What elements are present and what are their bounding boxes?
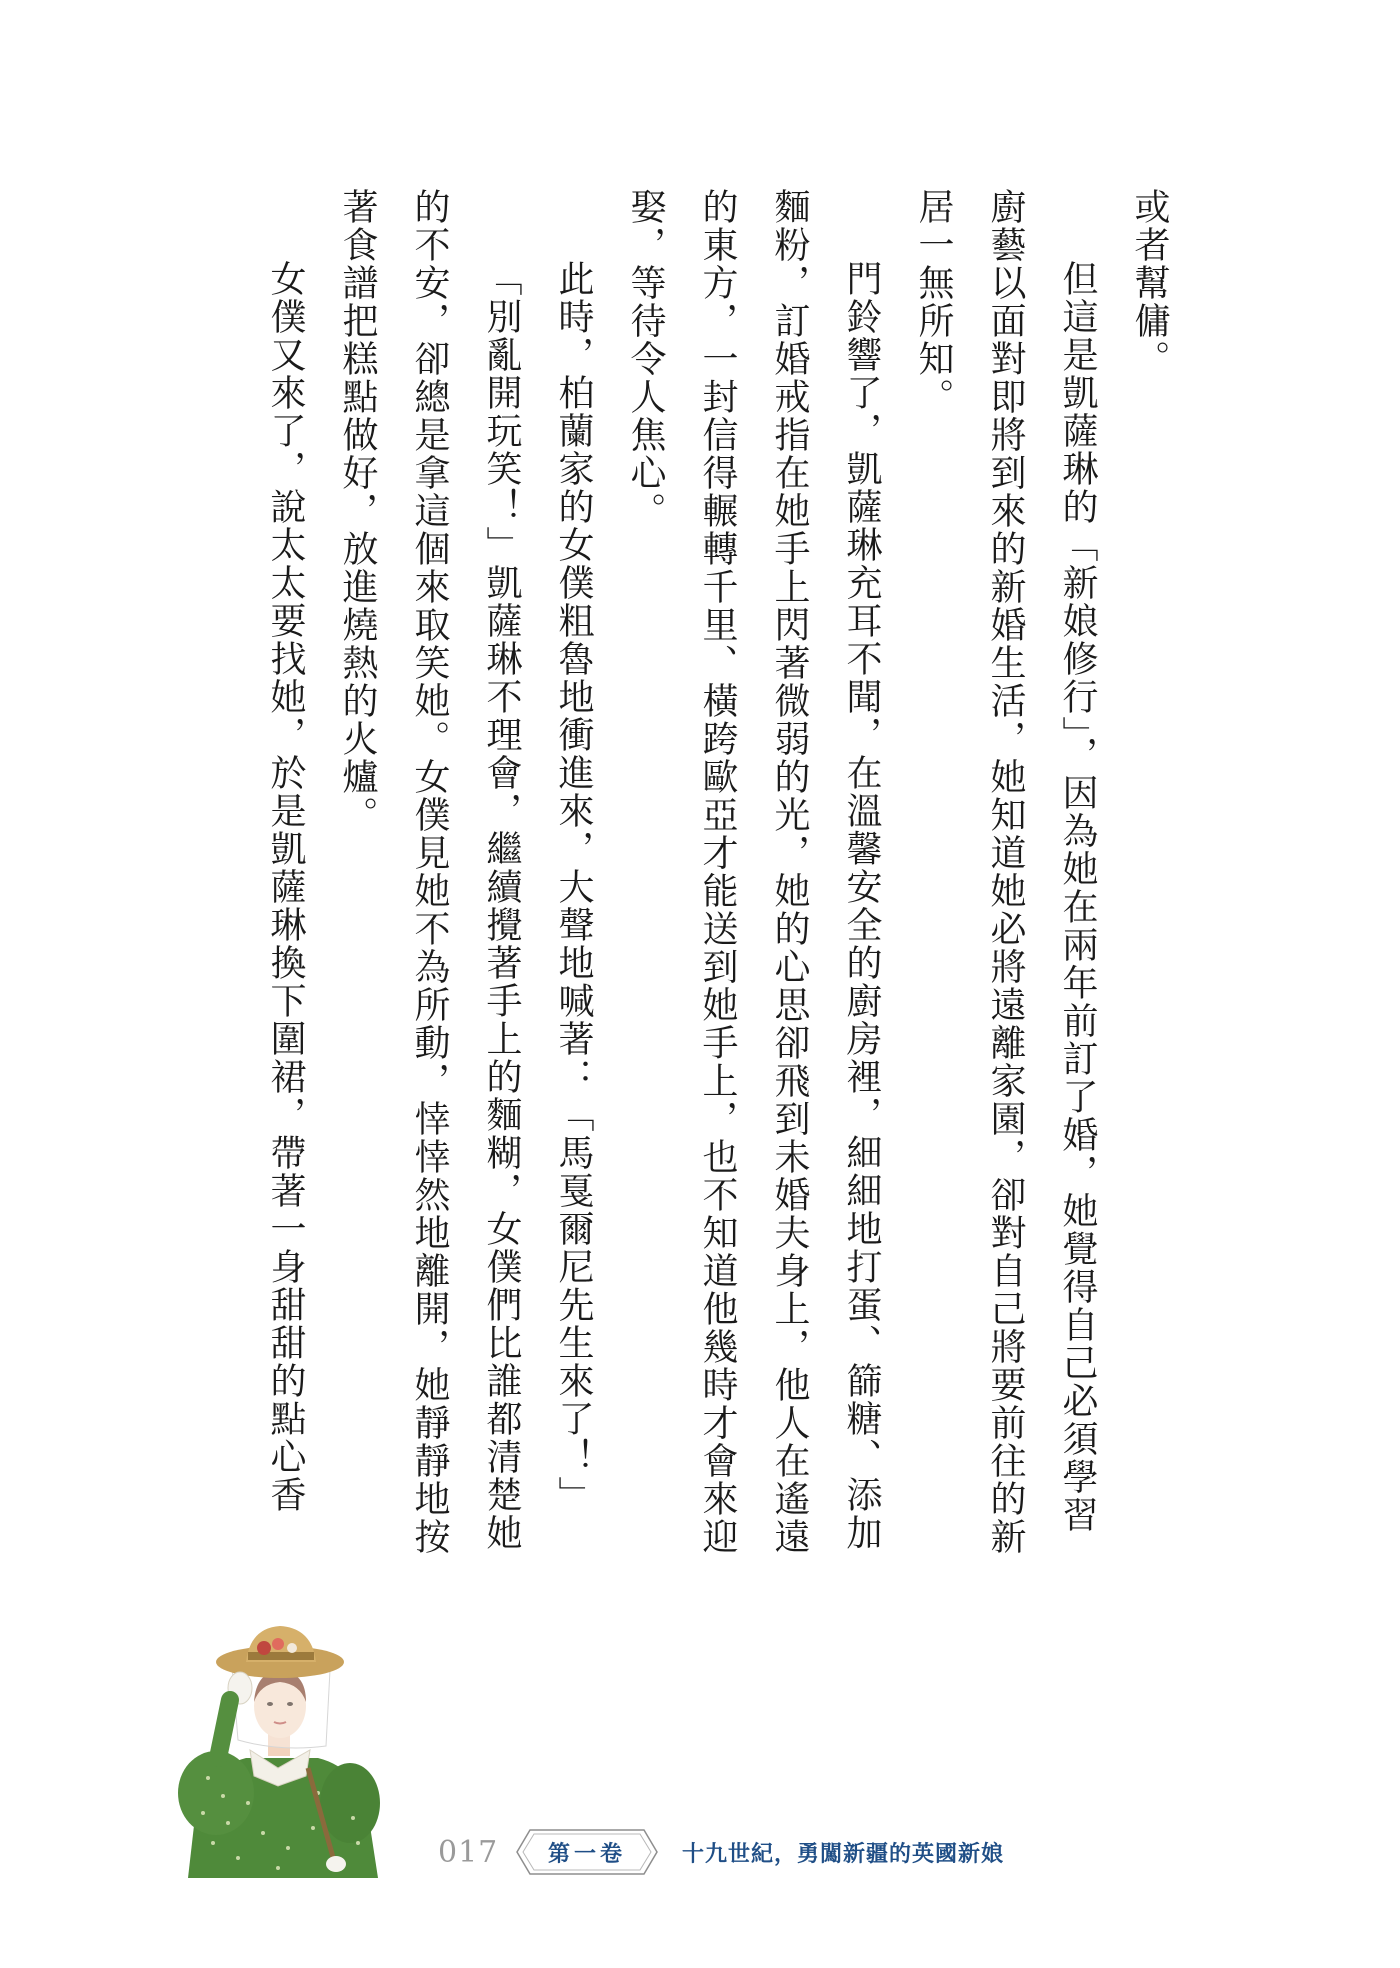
page-footer [438, 1828, 1004, 1876]
paragraph-6: 女僕又來了，說太太要找她，於是凱薩琳換下圍裙，帶著一身甜甜的點心香 [265, 260, 306, 1514]
paragraph-5: 「別亂開玩笑！」凱薩琳不理會，繼續攪著手上的麵糊，女僕們比誰都清楚她的不安，卻總是拿這個來取笑她。女僕見她不為所動，悻悻然地離開，她靜靜地按著食譜把糕點做好，放進燒熱的火爐。 [337, 188, 522, 1556]
volume-badge [516, 1829, 658, 1875]
paragraph-3: 門鈴響了，凱薩琳充耳不聞，在溫馨安全的廚房裡，細細地打蛋、篩糖、添加麵粉，訂婚戒指在她手上閃著微弱的光，她的心思卻飛到未婚夫身上，他人在遙遠的東方，一封信得輾轉千里、橫跨歐亞才能送到她手上，也不知道他幾時才會來迎娶，等待令人焦心。 [625, 188, 882, 1556]
paragraph-1: 或者幫傭。 [1129, 188, 1170, 378]
paragraph-2: 但這是凱薩琳的「新娘修行」，因為她在兩年前訂了婚，她覺得自己必須學習廚藝以面對即將到來的新婚生活，她知道她必將遠離家園，卻對自己將要前往的新居一無所知。 [913, 188, 1098, 1556]
body-text [225, 188, 1185, 1558]
chapter-title: 十九世紀，勇闖新疆的英國新娘 [682, 1841, 1005, 1867]
volume-label: 第一卷 [547, 1841, 626, 1867]
page-number: 017 [438, 1834, 499, 1870]
woman-in-green-dress-icon [168, 1618, 388, 1878]
paragraph-4: 此時，柏蘭家的女僕粗魯地衝進來，大聲地喊著：「馬戛爾尼先生來了！」 [553, 260, 594, 1514]
